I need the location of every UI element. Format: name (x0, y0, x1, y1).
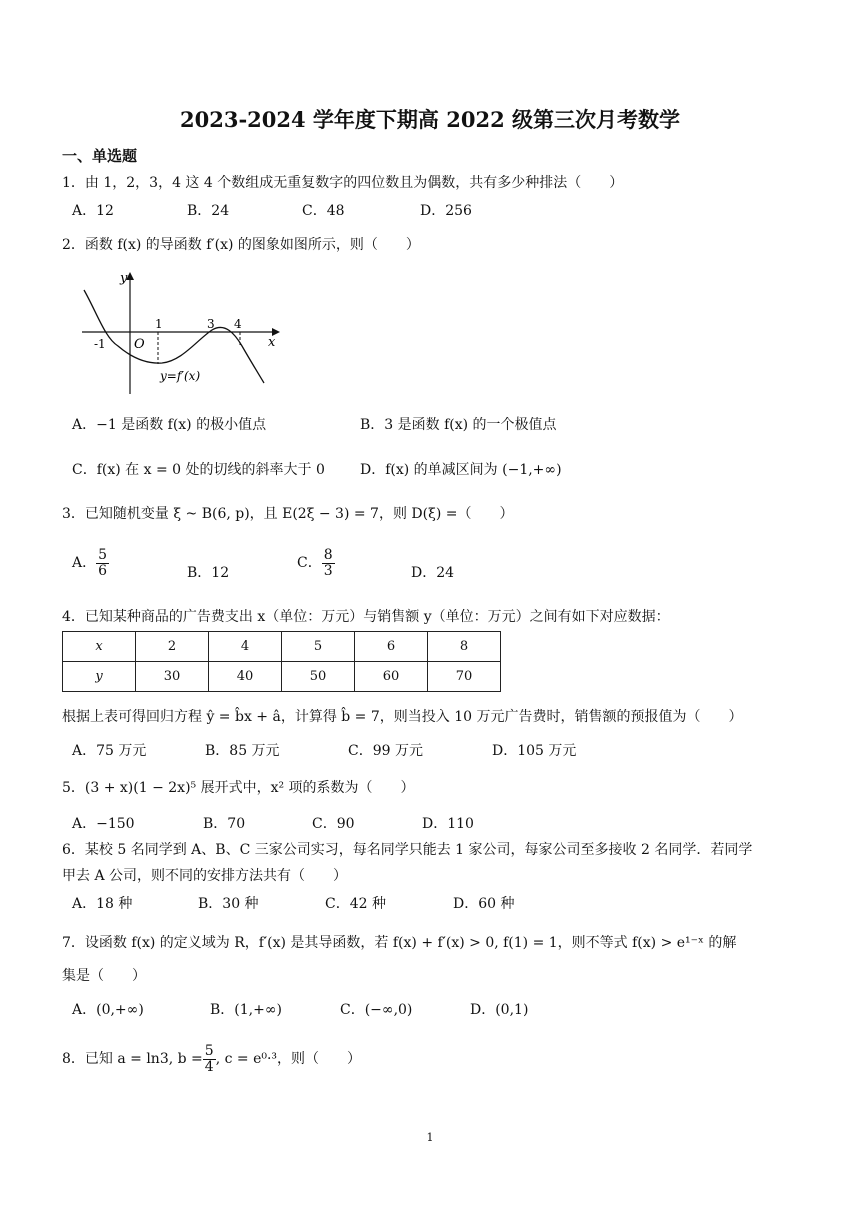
table-cell: 4 (209, 632, 282, 662)
q4-option-c: C．99 万元 (348, 743, 423, 759)
q8-b-fraction (203, 1044, 216, 1074)
q3-option-a (72, 548, 109, 578)
table-cell: 8 (428, 632, 501, 662)
q5-option-c: C．90 (312, 816, 355, 832)
q3-option-d: D．24 (411, 565, 455, 581)
q8-stem-pre: 8．已知 a = ln3, b = (62, 1051, 203, 1068)
q3-option-c-fraction (322, 548, 335, 578)
q3-option-c-label: C． (297, 555, 322, 572)
fraction-numerator: 5 (98, 547, 108, 563)
q2-option-d: D．f(x) 的单减区间为 (−1,+∞) (360, 462, 562, 478)
q1-option-b: B．24 (187, 203, 230, 219)
q3-option-a-label: A． (72, 555, 97, 572)
curve-label: y=f′(x) (160, 369, 201, 383)
question-4-stem: 4．已知某种商品的广告费支出 x（单位：万元）与销售额 y（单位：万元）之间有如下对应数据： (62, 609, 670, 625)
fraction-denominator: 4 (204, 1058, 214, 1075)
tick-label-neg1: -1 (94, 337, 106, 351)
table-cell: y (63, 662, 136, 692)
question-5-stem: 5．(3 + x)(1 − 2x)⁵ 展开式中，x² 项的系数为（ ） (62, 780, 415, 796)
derivative-graph (72, 268, 292, 403)
table-row (63, 662, 501, 692)
fraction-numerator: 8 (323, 547, 333, 563)
page-title: 2023-2024 学年度下期高 2022 级第三次月考数学 (180, 107, 680, 132)
question-8-stem (62, 1044, 361, 1074)
x-label: x (268, 335, 276, 350)
q7-option-a: A．(0,+∞) (72, 1002, 144, 1018)
q4-option-b: B．85 万元 (205, 743, 280, 759)
question-4-stem-2: 根据上表可得回归方程 ŷ = b̂x + â，计算得 b̂ = 7，则当投入 10 万元广告费时，销售额的预报值为（ ） (62, 709, 743, 725)
q1-option-a: A．12 (72, 203, 114, 219)
q1-option-d: D．256 (420, 203, 472, 219)
y-label: y (120, 271, 128, 286)
q3-option-a-fraction (96, 548, 109, 578)
q1-option-c: C．48 (302, 203, 345, 219)
tick-label-3: 3 (207, 317, 215, 331)
q5-option-d: D．110 (422, 816, 474, 832)
q7-option-b: B．(1,+∞) (210, 1002, 282, 1018)
q4-option-a: A．75 万元 (72, 743, 147, 759)
q6-option-a: A．18 种 (72, 896, 133, 912)
question-3-stem: 3．已知随机变量 ξ ~ B(6, p)，且 E(2ξ − 3) = 7，则 D(ξ) =（ ） (62, 506, 514, 522)
table-cell: 5 (282, 632, 355, 662)
q5-option-b: B．70 (203, 816, 246, 832)
question-1-stem: 1．由 1，2，3，4 这 4 个数组成无重复数字的四位数且为偶数，共有多少种排法（ ） (62, 175, 624, 191)
page-number: 1 (426, 1131, 434, 1144)
q3-option-c (297, 548, 335, 578)
origin-label: O (134, 337, 145, 352)
question-7-stem-line2: 集是（ ） (62, 968, 146, 984)
question-2-stem: 2．函数 f(x) 的导函数 f′(x) 的图象如图所示，则（ ） (62, 237, 420, 253)
q8-stem-post: , c = e⁰·³，则（ ） (215, 1051, 362, 1068)
question-6-stem-line1: 6．某校 5 名同学到 A、B、C 三家公司实习，每名同学只能去 1 家公司，每家公司至多接收 2 名同学．若同学 (62, 842, 753, 858)
fraction-numerator: 5 (204, 1043, 214, 1059)
q7-option-c: C．(−∞,0) (340, 1002, 413, 1018)
tick-label-1: 1 (155, 317, 163, 331)
data-table (62, 631, 501, 692)
q4-option-d: D．105 万元 (492, 743, 577, 759)
q5-option-a: A．−150 (72, 816, 135, 832)
tick-label-4: 4 (234, 317, 242, 331)
q7-option-d: D．(0,1) (470, 1002, 529, 1018)
q3-option-b: B．12 (187, 565, 230, 581)
table-cell: x (63, 632, 136, 662)
table-cell: 70 (428, 662, 501, 692)
table-cell: 60 (355, 662, 428, 692)
q6-option-c: C．42 种 (325, 896, 386, 912)
table-cell: 2 (136, 632, 209, 662)
question-7-stem-line1: 7．设函数 f(x) 的定义域为 R，f′(x) 是其导函数，若 f(x) + f′(x) > 0, f(1) = 1，则不等式 f(x) > e¹⁻ˣ 的解 (62, 935, 737, 951)
q2-option-b: B．3 是函数 f(x) 的一个极值点 (360, 417, 557, 433)
section-heading: 一、单选题 (62, 147, 138, 165)
q6-option-b: B．30 种 (198, 896, 259, 912)
table-row (63, 632, 501, 662)
q2-option-c: C．f(x) 在 x = 0 处的切线的斜率大于 0 (72, 462, 325, 478)
question-6-stem-line2: 甲去 A 公司，则不同的安排方法共有（ ） (62, 868, 348, 884)
q6-option-d: D．60 种 (453, 896, 515, 912)
fraction-denominator: 6 (98, 562, 108, 579)
fraction-denominator: 3 (323, 562, 333, 579)
table-cell: 6 (355, 632, 428, 662)
q2-option-a: A．−1 是函数 f(x) 的极小值点 (72, 417, 267, 433)
table-cell: 50 (282, 662, 355, 692)
table-cell: 40 (209, 662, 282, 692)
table-cell: 30 (136, 662, 209, 692)
